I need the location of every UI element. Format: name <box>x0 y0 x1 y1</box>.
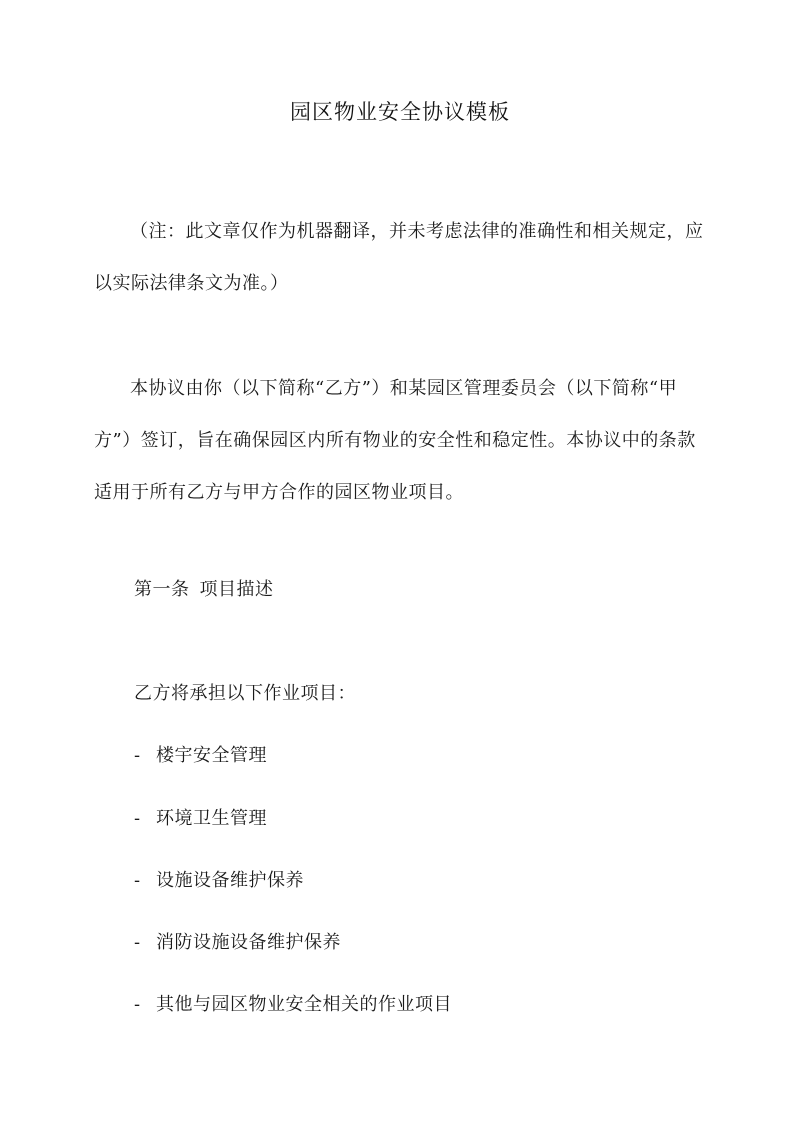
list-item <box>134 866 304 896</box>
intro-paragraph: 本协议由你（以下简称“乙方”）和某园区管理委员会（以下简称“甲方”）签订，旨在确保园区内所有物业的安全性和稳定性。本协议中的条款适用于所有乙方与甲方合作的园区物业项目。 <box>94 378 696 503</box>
list-item-text: 楼宇安全管理 <box>156 745 267 766</box>
article-number: 第一条 <box>134 579 190 600</box>
list-item <box>134 990 452 1020</box>
list-dash: - <box>134 870 141 891</box>
article-title: 项目描述 <box>199 579 274 600</box>
list-item-text: 设施设备维护保养 <box>156 870 304 891</box>
list-dash: - <box>134 745 141 766</box>
article-heading <box>134 575 274 605</box>
article-lead-text: 乙方将承担以下作业项目： <box>134 683 356 704</box>
list-dash: - <box>134 808 141 829</box>
list-item-text: 环境卫生管理 <box>156 808 267 829</box>
list-item-text: 消防设施设备维护保养 <box>156 932 341 953</box>
list-item <box>134 741 267 771</box>
list-dash: - <box>134 994 141 1015</box>
list-item-text: 其他与园区物业安全相关的作业项目 <box>156 994 452 1015</box>
translation-note: （注：此文章仅作为机器翻译，并未考虑法律的准确性和相关规定，应以实际法律条文为准。） <box>94 221 704 294</box>
list-dash: - <box>134 932 141 953</box>
document-title: 园区物业安全协议模板 <box>290 100 510 124</box>
list-item <box>134 928 341 958</box>
list-item <box>134 804 267 834</box>
